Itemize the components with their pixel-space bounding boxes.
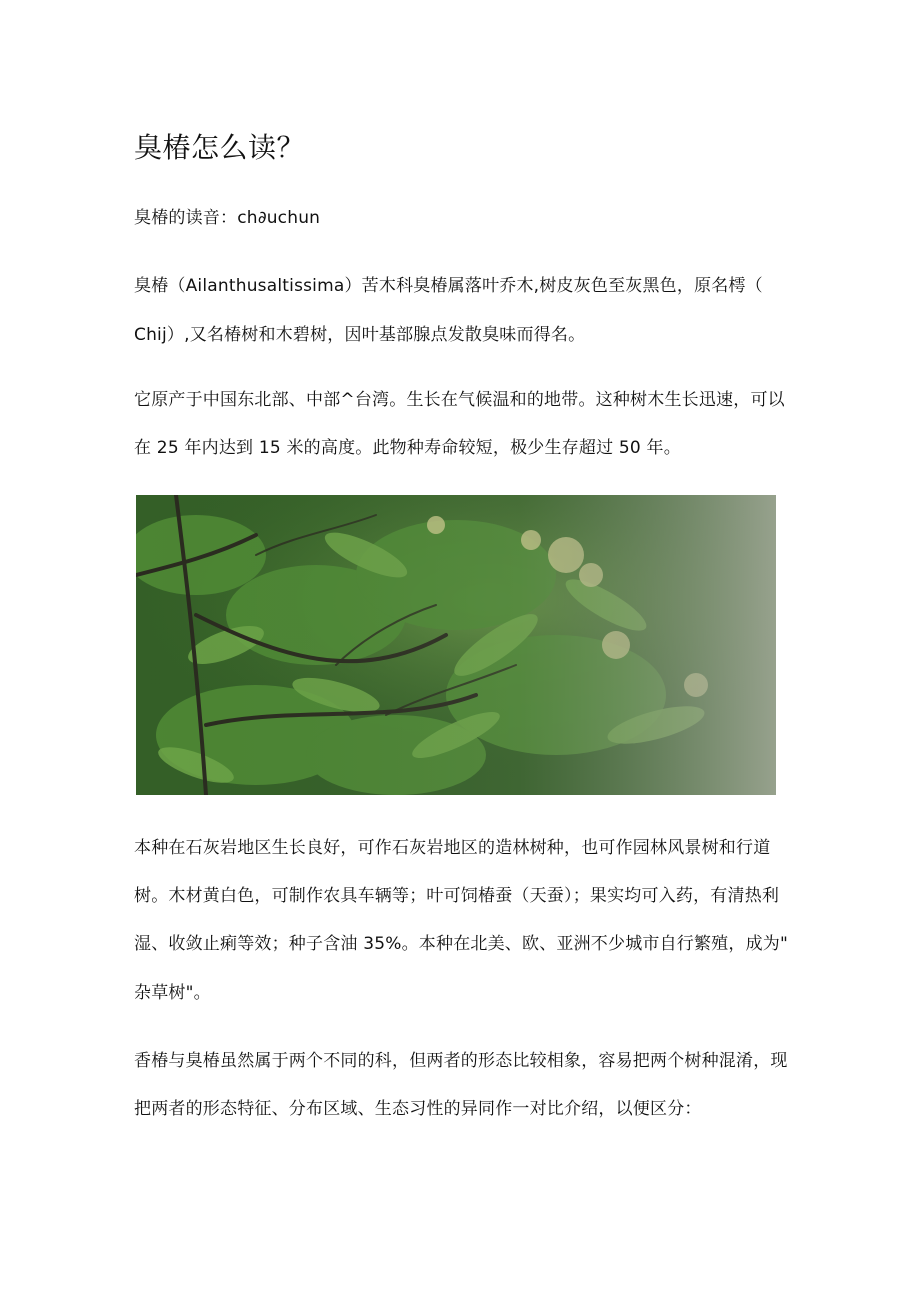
- para4-line1: 香椿与臭椿虽然属于两个不同的科，但两者的形态比较相象，容易把两个树种混淆，现: [134, 1051, 788, 1071]
- para3-line4: 杂草树"。: [134, 983, 211, 1003]
- ailanthus-tree-photo: [136, 495, 776, 795]
- page-title: 臭椿怎么读？: [134, 131, 306, 164]
- para2-line1: 它原产于中国东北部、中部^台湾。生长在气候温和的地带。这种树木生长迅速，可以: [134, 390, 785, 410]
- para1-line2: Chij）,又名椿树和木碧树，因叶基部腺点发散臭味而得名。: [134, 325, 586, 345]
- para3-line3: 湿、收敛止痢等效；种子含油 35%。本种在北美、欧、亚洲不少城市自行繁殖，成为": [134, 934, 789, 954]
- para1-line1: 臭椿（Ailanthusaltissima）苦木科臭椿属落叶乔木,树皮灰色至灰黑色，原名樗（: [134, 276, 763, 296]
- para2-line2: 在 25 年内达到 15 米的高度。此物种寿命较短，极少生存超过 50 年。: [134, 438, 681, 458]
- pronunciation-line: 臭椿的读音：ch∂uchun: [134, 208, 321, 228]
- para3-line2: 树。木材黄白色，可制作农具车辆等；叶可饲椿蚕（天蚕）；果实均可入药，有清热利: [134, 886, 780, 906]
- para4-line2: 把两者的形态特征、分布区域、生态习性的异同作一对比介绍，以便区分：: [134, 1099, 702, 1119]
- para3-line1: 本种在石灰岩地区生长良好，可作石灰岩地区的造林树种，也可作园林风景树和行道: [134, 838, 771, 858]
